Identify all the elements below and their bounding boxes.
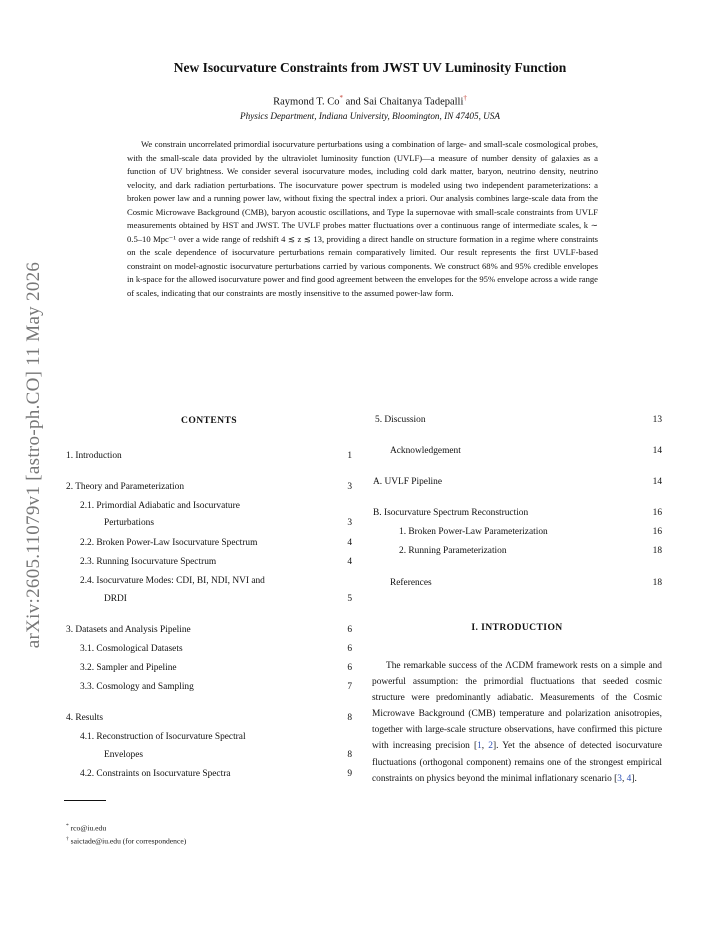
footnote-mark: * <box>66 823 69 829</box>
toc-entry-title: 4.1. Reconstruction of Isocurvature Spectral <box>80 732 246 742</box>
toc-entry[interactable] <box>80 556 352 570</box>
toc-entry-title: 4.2. Constraints on Isocurvature Spectra <box>80 769 231 779</box>
toc-entry[interactable] <box>373 476 662 490</box>
toc-entry[interactable] <box>390 445 662 459</box>
toc-entry-title: 1. Introduction <box>66 451 122 461</box>
toc-entry-title: 3. Datasets and Analysis Pipeline <box>66 625 191 635</box>
toc-entry-page: 13 <box>652 415 662 425</box>
toc-entry-title: 5. Discussion <box>375 415 426 425</box>
toc-entry[interactable] <box>375 414 662 428</box>
toc-entry-page: 16 <box>652 527 662 537</box>
toc-entry-page: 18 <box>652 578 662 588</box>
toc-entry-page: 18 <box>652 546 662 556</box>
toc-entry-page: 6 <box>347 644 352 654</box>
citation-link[interactable]: 1 <box>477 741 482 752</box>
citation-link[interactable]: 4 <box>626 773 632 784</box>
toc-entry[interactable] <box>66 624 352 638</box>
toc-entry-title: 2.4. Isocurvature Modes: CDI, BI, NDI, NVI and <box>80 576 265 586</box>
toc-entry-page: 14 <box>652 446 662 456</box>
toc-entry-title: 2.3. Running Isocurvature Spectrum <box>80 557 217 567</box>
intro-sep: , <box>621 773 627 784</box>
toc-entry[interactable] <box>80 681 352 695</box>
toc-entry-page: 3 <box>347 518 352 528</box>
footnote-email-co[interactable]: rco@iu.edu <box>70 823 107 833</box>
toc-entry[interactable] <box>399 545 662 559</box>
toc-entry-page: 5 <box>347 594 352 604</box>
abstract: We constrain uncorrelated primordial isocurvature perturbations using a combination of large- and small-scale cosmological probes, with the small-scale data provided by the ultraviolet luminosity function (UVLF)—a measure of number density of galaxies as a function of UV brightness. We consider several isocurvature modes, including cold dark matter, baryon, neutrino density, neutrino velocity, and dark radiation perturbations. The isocurvature power spectrum is modeled using two independent parameterizations: a broken power law and a running power law, without fixing the spectral index a priori. Our analysis combines large-scale data from the Cosmic Microwave Background (CMB), baryon acoustic oscillations, and Type Ia supernovae with small-scale constraints from UVLF measurements obtained by HST and JWST. The UVLF probes matter fluctuations over a continuous range of intermediate scales, k ∼ 0.5–10 Mpc⁻¹ over a wide range of redshift 4 ≲ z ≲ 13, providing a direct handle on structure formation in a regime where constraints on the scale dependence of isocurvature perturbations remain comparatively limited. Our result represents the first UVLF-based constraint on model-agnostic isocurvature perturbations carried by various components. We construct 68% and 95% credible envelopes in k-space for the allowed isocurvature power and find good agreement between the envelopes for the 95% envelope across a wide range of scales, indicating that our constraints are mostly insensitive to the assumed power-law form. <box>127 139 598 298</box>
toc-entry[interactable] <box>80 731 352 745</box>
author-tadepalli: and Sai Chaitanya Tadepalli <box>343 96 464 108</box>
toc-entry[interactable] <box>80 575 352 589</box>
intro-sep: , <box>481 741 489 752</box>
toc-entry-title: 2.2. Broken Power-Law Isocurvature Spectrum <box>80 538 258 548</box>
section-heading-introduction: I. INTRODUCTION <box>471 622 563 633</box>
toc-entry-title: References <box>390 578 432 588</box>
toc-entry-page: 8 <box>347 713 352 723</box>
toc-entry-page: 6 <box>347 625 352 635</box>
toc-entry-page: 4 <box>347 538 352 548</box>
toc-entry[interactable] <box>80 662 352 676</box>
toc-entry[interactable] <box>80 537 352 551</box>
toc-entry-page: 16 <box>652 508 662 518</box>
toc-entry-title: 4. Results <box>66 713 103 723</box>
toc-entry[interactable] <box>66 712 352 726</box>
toc-entry-title: 2. Theory and Parameterization <box>66 482 185 492</box>
affiliation: Physics Department, Indiana University, Bloomington, IN 47405, USA <box>239 111 501 121</box>
toc-entry-title: 3.2. Sampler and Pipeline <box>80 663 177 673</box>
toc-entry-title: 2. Running Parameterization <box>399 546 507 556</box>
toc-entry-continued[interactable] <box>104 749 352 763</box>
toc-entry-title: 3.1. Cosmological Datasets <box>80 644 183 654</box>
toc-entry-page: 9 <box>347 769 352 779</box>
toc-entry-title: A. UVLF Pipeline <box>373 477 443 487</box>
toc-entry[interactable] <box>399 526 662 540</box>
intro-text-1: The remarkable success of the ΛCDM framework rests on a simple and powerful assumption: the primordial fluctuations that seeded cosmic structure were predominantly adiabatic. Measurements of the Cosmic Microwave Background (CMB) temperature and polarization anisotropies, together with large-scale structure observations, have confirmed this picture with increasing precision [ <box>372 661 662 752</box>
toc-entry-page: 8 <box>347 750 352 760</box>
toc-entry[interactable] <box>66 481 352 495</box>
footnote-divider <box>64 800 106 801</box>
arxiv-identifier-text: arXiv:2605.11079v1 [astro-ph.CO] 11 May 2026 <box>23 261 44 649</box>
footnote-mark-star[interactable]: * <box>339 94 344 102</box>
author-line <box>90 94 650 108</box>
toc-entry-continued[interactable] <box>104 517 352 531</box>
toc-entry-title: Acknowledgement <box>390 446 461 456</box>
footnote-email-tadepalli[interactable]: saictade@iu.edu (for correspondence) <box>70 836 187 846</box>
toc-entry[interactable] <box>373 507 662 521</box>
footnote-1 <box>66 823 106 833</box>
author-co: Raymond T. Co <box>273 96 340 108</box>
toc-entry-title: 1. Broken Power-Law Parameterization <box>399 527 548 537</box>
toc-entry-page: 4 <box>347 557 352 567</box>
toc-entry-page: 3 <box>347 482 352 492</box>
arxiv-identifier <box>14 230 54 680</box>
toc-entry[interactable] <box>80 500 352 514</box>
toc-entry-title: DRDI <box>104 594 127 604</box>
intro-text-2: ]. Yet the absence of detected isocurvature fluctuations (orthogonal component) remains one of the strongest empirical constraints on physics beyond the minimal inflationary scenario [ <box>372 741 662 784</box>
toc-entry-title: B. Isocurvature Spectrum Reconstruction <box>373 508 529 518</box>
toc-entry-title: Envelopes <box>104 750 144 760</box>
toc-entry-title: 3.3. Cosmology and Sampling <box>80 682 194 692</box>
toc-entry-page: 6 <box>347 663 352 673</box>
toc-entry-title: 2.1. Primordial Adiabatic and Isocurvature <box>80 501 240 511</box>
footnote-mark-dagger[interactable]: † <box>463 94 467 102</box>
toc-entry-page: 1 <box>347 451 352 461</box>
citation-link[interactable]: 2 <box>488 741 493 752</box>
footnote-2 <box>66 836 186 846</box>
footnote-mark: † <box>66 836 69 842</box>
paper-title: New Isocurvature Constraints from JWST UV Luminosity Function <box>173 60 567 75</box>
toc-entry-page: 14 <box>652 477 662 487</box>
toc-entry[interactable] <box>80 643 352 657</box>
introduction-paragraph <box>372 658 662 787</box>
toc-entry[interactable] <box>80 768 352 782</box>
toc-entry-continued[interactable] <box>104 593 352 607</box>
toc-entry-page: 7 <box>347 682 352 692</box>
toc-entry[interactable] <box>390 577 662 591</box>
citation-link[interactable]: 3 <box>617 773 622 784</box>
contents-heading: CONTENTS <box>181 415 237 426</box>
toc-entry[interactable] <box>66 450 352 464</box>
intro-text-3: ]. <box>631 773 637 784</box>
toc-entry-title: Perturbations <box>104 518 154 528</box>
